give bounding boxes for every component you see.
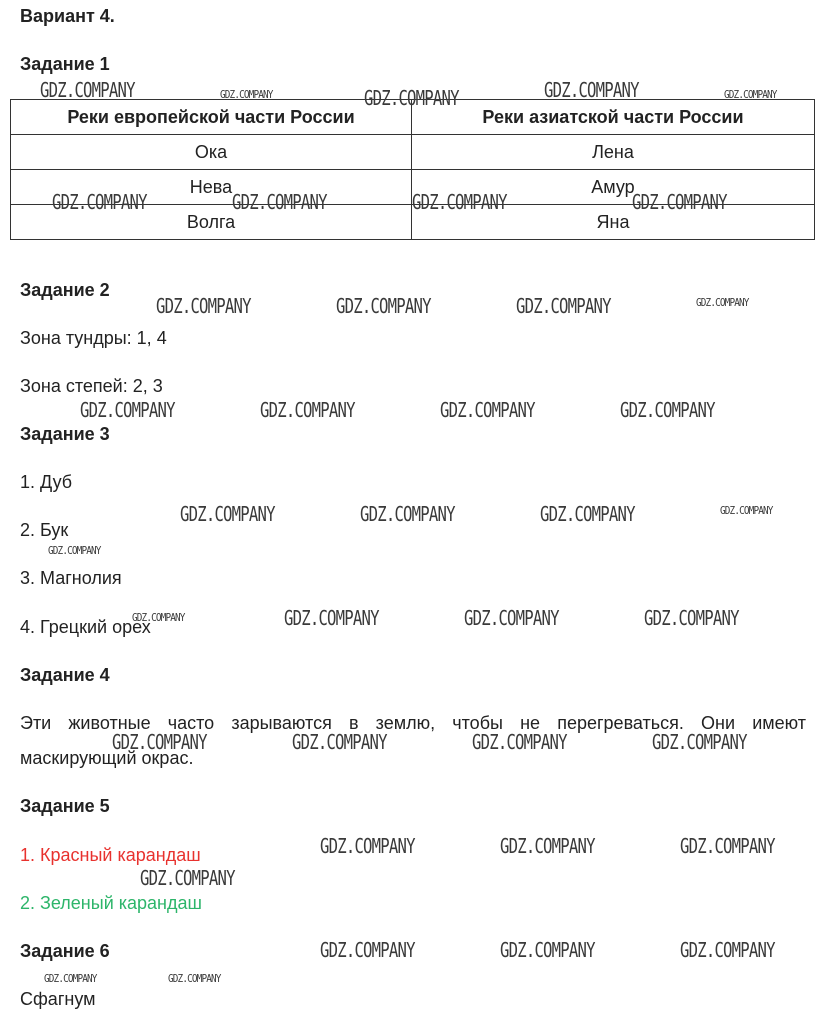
watermark: GDZ.COMPANY [260,398,355,422]
table-cell: Яна [412,205,815,240]
watermark: GDZ.COMPANY [292,730,387,754]
watermark: GDZ.COMPANY [140,866,235,890]
watermark: GDZ.COMPANY [232,190,327,214]
watermark: GDZ.COMPANY [632,190,727,214]
watermark: GDZ.COMPANY [360,502,455,526]
watermark: GDZ.COMPANY [412,190,507,214]
watermark: GDZ.COMPANY [168,972,221,985]
watermark: GDZ.COMPANY [284,606,379,630]
watermark: GDZ.COMPANY [720,504,773,517]
task5-heading: Задание 5 [20,796,110,816]
watermark: GDZ.COMPANY [620,398,715,422]
task6-answer: Сфагнум [20,989,96,1009]
watermark: GDZ.COMPANY [724,88,777,101]
table-row [11,135,815,170]
task3-line: 3. Магнолия [20,568,122,588]
task5-red-line: 1. Красный карандаш [20,845,201,865]
watermark: GDZ.COMPANY [544,78,639,102]
watermark: GDZ.COMPANY [644,606,739,630]
table-cell: Ока [11,135,412,170]
watermark: GDZ.COMPANY [500,938,595,962]
task2-line: Зона тундры: 1, 4 [20,328,167,348]
watermark: GDZ.COMPANY [440,398,535,422]
task1-heading: Задание 1 [20,54,110,74]
watermark: GDZ.COMPANY [364,86,459,110]
column-header-european: Реки европейской части России [11,100,412,135]
task3-line: 1. Дуб [20,472,73,492]
watermark: GDZ.COMPANY [80,398,175,422]
watermark: GDZ.COMPANY [48,544,101,557]
watermark: GDZ.COMPANY [464,606,559,630]
task4-heading: Задание 4 [20,665,110,685]
watermark: GDZ.COMPANY [132,611,185,624]
column-header-asian: Реки азиатской части России [412,100,815,135]
task4-text-line2: маскирующий окрас. [20,748,194,768]
task3-line: 4. Грецкий орех [20,617,151,637]
watermark: GDZ.COMPANY [336,294,431,318]
task6-heading: Задание 6 [20,941,110,961]
watermark: GDZ.COMPANY [680,834,775,858]
watermark: GDZ.COMPANY [320,938,415,962]
watermark: GDZ.COMPANY [516,294,611,318]
table-cell: Волга [11,205,412,240]
table-cell: Нева [11,170,412,205]
task5-green-line: 2. Зеленый карандаш [20,893,202,913]
watermark: GDZ.COMPANY [680,938,775,962]
task2-line: Зона степей: 2, 3 [20,376,163,396]
watermark: GDZ.COMPANY [696,296,749,309]
task4-text-line1: Эти животные часто зарываются в землю, чтобы не перегреваться. Они имеют [20,713,806,733]
watermark: GDZ.COMPANY [320,834,415,858]
table-cell: Лена [412,135,815,170]
task3-line: 2. Бук [20,520,69,540]
variant-title: Вариант 4. [20,6,115,26]
watermark: GDZ.COMPANY [500,834,595,858]
table-cell: Амур [412,170,815,205]
watermark: GDZ.COMPANY [52,190,147,214]
task3-heading: Задание 3 [20,424,110,444]
rivers-table [10,99,815,240]
watermark: GDZ.COMPANY [180,502,275,526]
watermark: GDZ.COMPANY [156,294,251,318]
watermark: GDZ.COMPANY [472,730,567,754]
watermark: GDZ.COMPANY [40,78,135,102]
task2-heading: Задание 2 [20,280,110,300]
watermark: GDZ.COMPANY [112,730,207,754]
watermark: GDZ.COMPANY [44,972,97,985]
watermark: GDZ.COMPANY [540,502,635,526]
watermark: GDZ.COMPANY [220,88,273,101]
watermark: GDZ.COMPANY [652,730,747,754]
